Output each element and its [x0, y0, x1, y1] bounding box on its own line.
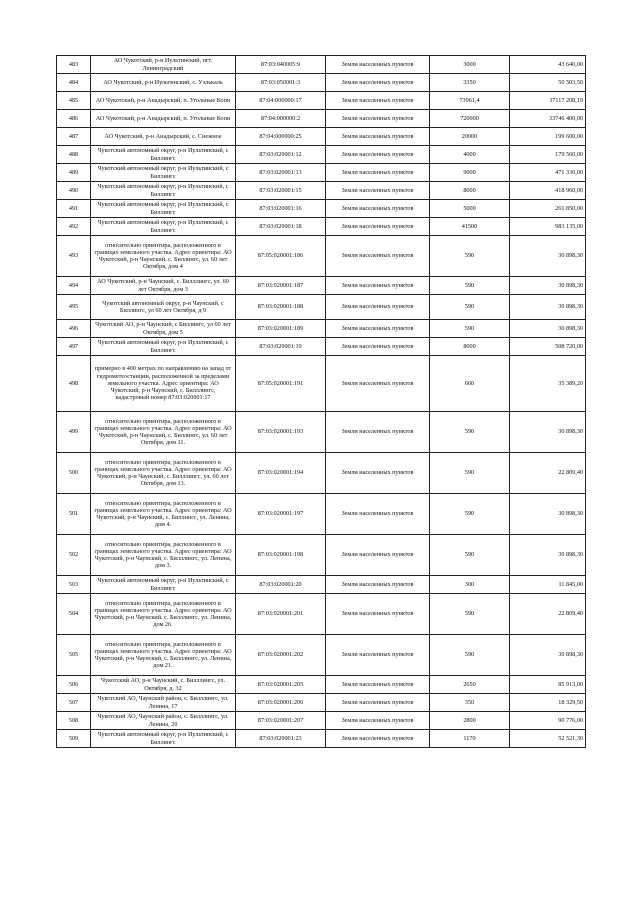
table-row: [57, 110, 586, 128]
table-row: [57, 182, 586, 200]
cadastral-number-cell: 87:03:020001:16: [236, 200, 326, 218]
area-cell: 590: [430, 453, 510, 494]
area-cell: 8000: [430, 182, 510, 200]
row-number: 505: [57, 635, 91, 676]
area-cell: 20000: [430, 128, 510, 146]
row-number: 499: [57, 412, 91, 453]
cadastral-number-cell: 87:03:020001:194: [236, 453, 326, 494]
area-cell: 3000: [430, 56, 510, 74]
land-category-cell: Земли населенных пунктов: [326, 320, 430, 338]
address-cell: АО Чукотский, р-н Анадырский, п. Угольные Копи: [91, 110, 236, 128]
area-cell: 590: [430, 320, 510, 338]
cadastral-number-cell: 87:04:000000:2: [236, 110, 326, 128]
address-cell: относительно ориентира, расположенного в границах земельного участка. Адрес ориентира: АО Чукотский, р-н Чаунский, с. Билллингс, ул. 60 лет Октября, дом 13.: [91, 453, 236, 494]
land-category-cell: Земли населенных пунктов: [326, 200, 430, 218]
cadastral-cost-cell: 22 809,40: [510, 594, 586, 635]
cadastral-number-cell: 87:03:020001:189: [236, 320, 326, 338]
address-cell: Чукотский АО, Чаунский район, с. Билллингс, ул. Ленина, 20: [91, 712, 236, 730]
cadastral-number-cell: 87:03:020001:187: [236, 277, 326, 295]
area-cell: 4000: [430, 146, 510, 164]
address-cell: Чукотский автономный округ, р-н Иультинский, с Биллингс: [91, 164, 236, 182]
table-row: [57, 676, 586, 694]
row-number: 483: [57, 56, 91, 74]
table-row: [57, 453, 586, 494]
cadastral-cost-cell: 33746 400,00: [510, 110, 586, 128]
cadastral-number-cell: 87:03:020001:18: [236, 218, 326, 236]
cadastral-number-cell: 87:04:000000:25: [236, 128, 326, 146]
table-row: [57, 74, 586, 92]
land-category-cell: Земли населенных пунктов: [326, 712, 430, 730]
area-cell: 2650: [430, 676, 510, 694]
address-cell: Чукотский автономный округ, р-н Иультинский, с Биллингс: [91, 200, 236, 218]
cadastral-number-cell: 87:03:020001:15: [236, 182, 326, 200]
cadastral-number-cell: 87:03:050001:3: [236, 74, 326, 92]
table-row: [57, 320, 586, 338]
table-row: [57, 412, 586, 453]
table-row: [57, 92, 586, 110]
table-row: [57, 712, 586, 730]
address-cell: Чукотский АО, Чаунский район, с. Билллингс, ул. Ленина, 17: [91, 694, 236, 712]
area-cell: 5000: [430, 200, 510, 218]
table-row: [57, 128, 586, 146]
address-cell: АО Чукотский, р-н Чаунский, с. Билллингс, ул. 60 лет Октября, дом 3: [91, 277, 236, 295]
cadastral-cost-cell: 179 560,00: [510, 146, 586, 164]
row-number: 506: [57, 676, 91, 694]
row-number: 485: [57, 92, 91, 110]
row-number: 493: [57, 236, 91, 277]
row-number: 498: [57, 356, 91, 412]
address-cell: Чукотский автономный округ, р-н Иультинский, с Биллингс: [91, 146, 236, 164]
address-cell: относительно ориентира, расположенного в границах земельного участка. Адрес ориентира: АО Чукотский, р-н Чаунский. с. Биллингс, ул. 60 лет Октября, дом 4: [91, 236, 236, 277]
land-category-cell: Земли населенных пунктов: [326, 164, 430, 182]
land-category-cell: Земли населенных пунктов: [326, 338, 430, 356]
land-category-cell: Земли населенных пунктов: [326, 635, 430, 676]
table-row: [57, 694, 586, 712]
table-row: [57, 146, 586, 164]
land-category-cell: Земли населенных пунктов: [326, 535, 430, 576]
cadastral-cost-cell: 22 809,40: [510, 453, 586, 494]
table-row: [57, 200, 586, 218]
address-cell: АО Чукотский, р-н Иультинский, пгт. Ленинградский: [91, 56, 236, 74]
row-number: 508: [57, 712, 91, 730]
land-category-cell: Земли населенных пунктов: [326, 110, 430, 128]
table-row: [57, 356, 586, 412]
cadastral-number-cell: 87:03:040005:9: [236, 56, 326, 74]
row-number: 500: [57, 453, 91, 494]
table-row: [57, 576, 586, 594]
area-cell: 590: [430, 277, 510, 295]
cadastral-number-cell: 87:03:020001:201: [236, 594, 326, 635]
cadastral-cost-cell: 30 898,30: [510, 277, 586, 295]
row-number: 507: [57, 694, 91, 712]
land-category-cell: Земли населенных пунктов: [326, 74, 430, 92]
land-category-cell: Земли населенных пунктов: [326, 453, 430, 494]
cadastral-cost-cell: 30 898,30: [510, 412, 586, 453]
area-cell: 9000: [430, 164, 510, 182]
land-category-cell: Земли населенных пунктов: [326, 182, 430, 200]
row-number: 509: [57, 730, 91, 748]
row-number: 496: [57, 320, 91, 338]
cadastral-number-cell: 87:03:020001:198: [236, 535, 326, 576]
cadastral-cost-cell: 50 503,50: [510, 74, 586, 92]
row-number: 497: [57, 338, 91, 356]
row-number: 492: [57, 218, 91, 236]
row-number: 504: [57, 594, 91, 635]
cadastral-number-cell: 87:03:020001:193: [236, 412, 326, 453]
land-category-cell: Земли населенных пунктов: [326, 676, 430, 694]
cadastral-number-cell: 87:03:020001:188: [236, 295, 326, 320]
area-cell: 590: [430, 494, 510, 535]
document-page: [56, 55, 585, 748]
table-row: [57, 277, 586, 295]
address-cell: Чукотский автономный округ, р-н Чаунский, с Биллингс, ул 60 лет Октября, д 9: [91, 295, 236, 320]
area-cell: 590: [430, 594, 510, 635]
area-cell: 590: [430, 635, 510, 676]
address-cell: Чукотский АО, р-н Чаунский, с Биллингс, ул 60 лет Октября, дом 5: [91, 320, 236, 338]
area-cell: 2800: [430, 712, 510, 730]
row-number: 488: [57, 146, 91, 164]
area-cell: 3350: [430, 74, 510, 92]
cadastral-number-cell: 87:03:020001:207: [236, 712, 326, 730]
cadastral-number-cell: 87:05:020001:191: [236, 356, 326, 412]
land-category-cell: Земли населенных пунктов: [326, 576, 430, 594]
cadastral-number-cell: 87:03:020001:206: [236, 694, 326, 712]
address-cell: Чукотский автономный округ, р-н Иультинский, с Биллингс: [91, 218, 236, 236]
cadastral-cost-cell: 983 135,00: [510, 218, 586, 236]
row-number: 490: [57, 182, 91, 200]
land-category-cell: Земли населенных пунктов: [326, 128, 430, 146]
cadastral-number-cell: 87:03:020001:13: [236, 164, 326, 182]
area-cell: 660: [430, 356, 510, 412]
land-category-cell: Земли населенных пунктов: [326, 730, 430, 748]
land-category-cell: Земли населенных пунктов: [326, 277, 430, 295]
address-cell: АО Чукотский, р-н Анадырский, с. Снежное: [91, 128, 236, 146]
address-cell: примерно в 400 метрах по направлению на запад от гидрометеостанции, расположенной за пределами земельного участка. Адрес ориентира: АО Чукотский, р-н Чаунский, с. Билллингс, кадастровый номер 87:03:020001:17: [91, 356, 236, 412]
area-cell: 8000: [430, 338, 510, 356]
cadastral-cost-cell: 30 898,30: [510, 635, 586, 676]
row-number: 487: [57, 128, 91, 146]
area-cell: 590: [430, 236, 510, 277]
land-category-cell: Земли населенных пунктов: [326, 146, 430, 164]
row-number: 484: [57, 74, 91, 92]
table-row: [57, 56, 586, 74]
row-number: 486: [57, 110, 91, 128]
address-cell: относительно ориентира, расположенного в границах земельного участка. Адрес ориентира: АО Чукотский, р-н Чаунский, с. Билллингс, ул. Ленина, дом 3.: [91, 535, 236, 576]
address-cell: Чукотский автономный округ, р-н Иультинский, с Биллингс: [91, 576, 236, 594]
row-number: 491: [57, 200, 91, 218]
row-number: 501: [57, 494, 91, 535]
cadastral-cost-cell: 418 960,00: [510, 182, 586, 200]
land-category-cell: Земли населенных пунктов: [326, 594, 430, 635]
table-row: [57, 730, 586, 748]
address-cell: относительно ориентира, расположенного в границах земельного участка. Адрес ориентира: АО Чукотский, р-н Чаунский. с. Билллингс, ул. Ленина, дом 26.: [91, 594, 236, 635]
cadastral-number-cell: 87:03:020001:197: [236, 494, 326, 535]
table-row: [57, 594, 586, 635]
cadastral-cost-cell: 90 776,00: [510, 712, 586, 730]
cadastral-cost-cell: 199 600,00: [510, 128, 586, 146]
table-row: [57, 535, 586, 576]
area-cell: 350: [430, 694, 510, 712]
area-cell: 41500: [430, 218, 510, 236]
land-category-cell: Земли населенных пунктов: [326, 236, 430, 277]
address-cell: Чукотский автономный округ, р-н Иультинский, с Биллингс: [91, 182, 236, 200]
cadastral-cost-cell: 85 913,00: [510, 676, 586, 694]
area-cell: 300: [430, 576, 510, 594]
cadastral-cost-cell: 30 898,30: [510, 236, 586, 277]
row-number: 489: [57, 164, 91, 182]
table-row: [57, 338, 586, 356]
land-plots-table: [56, 55, 586, 748]
cadastral-cost-cell: 30 898,30: [510, 535, 586, 576]
land-category-cell: Земли населенных пунктов: [326, 356, 430, 412]
cadastral-cost-cell: 30 898,30: [510, 295, 586, 320]
cadastral-cost-cell: 37117 208,19: [510, 92, 586, 110]
cadastral-cost-cell: 43 640,00: [510, 56, 586, 74]
cadastral-number-cell: 87:05:020001:186: [236, 236, 326, 277]
table-row: [57, 494, 586, 535]
area-cell: 590: [430, 412, 510, 453]
area-cell: 720000: [430, 110, 510, 128]
land-category-cell: Земли населенных пунктов: [326, 412, 430, 453]
address-cell: относительно ориентира, расположенного в границах земельного участка. Адрес ориентира: АО Чукотский, р-н Чаунский, с. Билллингс, ул. Ленина, дом 21.: [91, 635, 236, 676]
table-row: [57, 635, 586, 676]
table-row: [57, 218, 586, 236]
cadastral-number-cell: 87:03:020001:202: [236, 635, 326, 676]
table-row: [57, 295, 586, 320]
area-cell: 590: [430, 295, 510, 320]
area-cell: 590: [430, 535, 510, 576]
cadastral-number-cell: 87:03:020001:20: [236, 576, 326, 594]
cadastral-cost-cell: 18 329,50: [510, 694, 586, 712]
address-cell: относительно ориентира, расположенного в границах земельного участка. Адрес ориентира: АО Чукотский, р-н Чаунский, с. Биллингс, ул. Ленина, дом 4.: [91, 494, 236, 535]
cadastral-cost-cell: 261 850,00: [510, 200, 586, 218]
land-category-cell: Земли населенных пунктов: [326, 56, 430, 74]
address-cell: АО Чукотский, р-н Анадырский, п. Угольные Копи: [91, 92, 236, 110]
cadastral-cost-cell: 508 720,00: [510, 338, 586, 356]
cadastral-number-cell: 87:03:020001:23: [236, 730, 326, 748]
table-body: [57, 56, 586, 748]
cadastral-number-cell: 87:04:000000:17: [236, 92, 326, 110]
address-cell: относительно ориентира, расположенного в границах земельного участка. Адрес ориентира: АО Чукотский, р-н Чаунский, с. Биллингс, ул. 60 лет Октября, дом 11.: [91, 412, 236, 453]
land-category-cell: Земли населенных пунктов: [326, 694, 430, 712]
cadastral-number-cell: 87:03:020001:19: [236, 338, 326, 356]
row-number: 503: [57, 576, 91, 594]
cadastral-cost-cell: 471 330,00: [510, 164, 586, 182]
land-category-cell: Земли населенных пунктов: [326, 92, 430, 110]
cadastral-cost-cell: 30 898,30: [510, 494, 586, 535]
area-cell: 1170: [430, 730, 510, 748]
land-category-cell: Земли населенных пунктов: [326, 494, 430, 535]
row-number: 494: [57, 277, 91, 295]
cadastral-cost-cell: 11 845,00: [510, 576, 586, 594]
address-cell: Чукотский автономный округ, р-н Иультинский, с Биллингс: [91, 338, 236, 356]
cadastral-cost-cell: 52 521,30: [510, 730, 586, 748]
address-cell: АО Чукотский, р-н Иультинский, с. Уэлькаль: [91, 74, 236, 92]
cadastral-cost-cell: 30 898,30: [510, 320, 586, 338]
table-row: [57, 164, 586, 182]
address-cell: Чукотский АО, р-н Чаунский, с. Билллингс, ул. Октября, д. 32: [91, 676, 236, 694]
table-row: [57, 236, 586, 277]
row-number: 495: [57, 295, 91, 320]
land-category-cell: Земли населенных пунктов: [326, 218, 430, 236]
cadastral-number-cell: 87:03:020001:205: [236, 676, 326, 694]
row-number: 502: [57, 535, 91, 576]
address-cell: Чукотский автономный округ, р-н Иультинский, с Биллингс: [91, 730, 236, 748]
cadastral-number-cell: 87:03:020001:12: [236, 146, 326, 164]
cadastral-cost-cell: 35 389,20: [510, 356, 586, 412]
area-cell: 73961,4: [430, 92, 510, 110]
land-category-cell: Земли населенных пунктов: [326, 295, 430, 320]
